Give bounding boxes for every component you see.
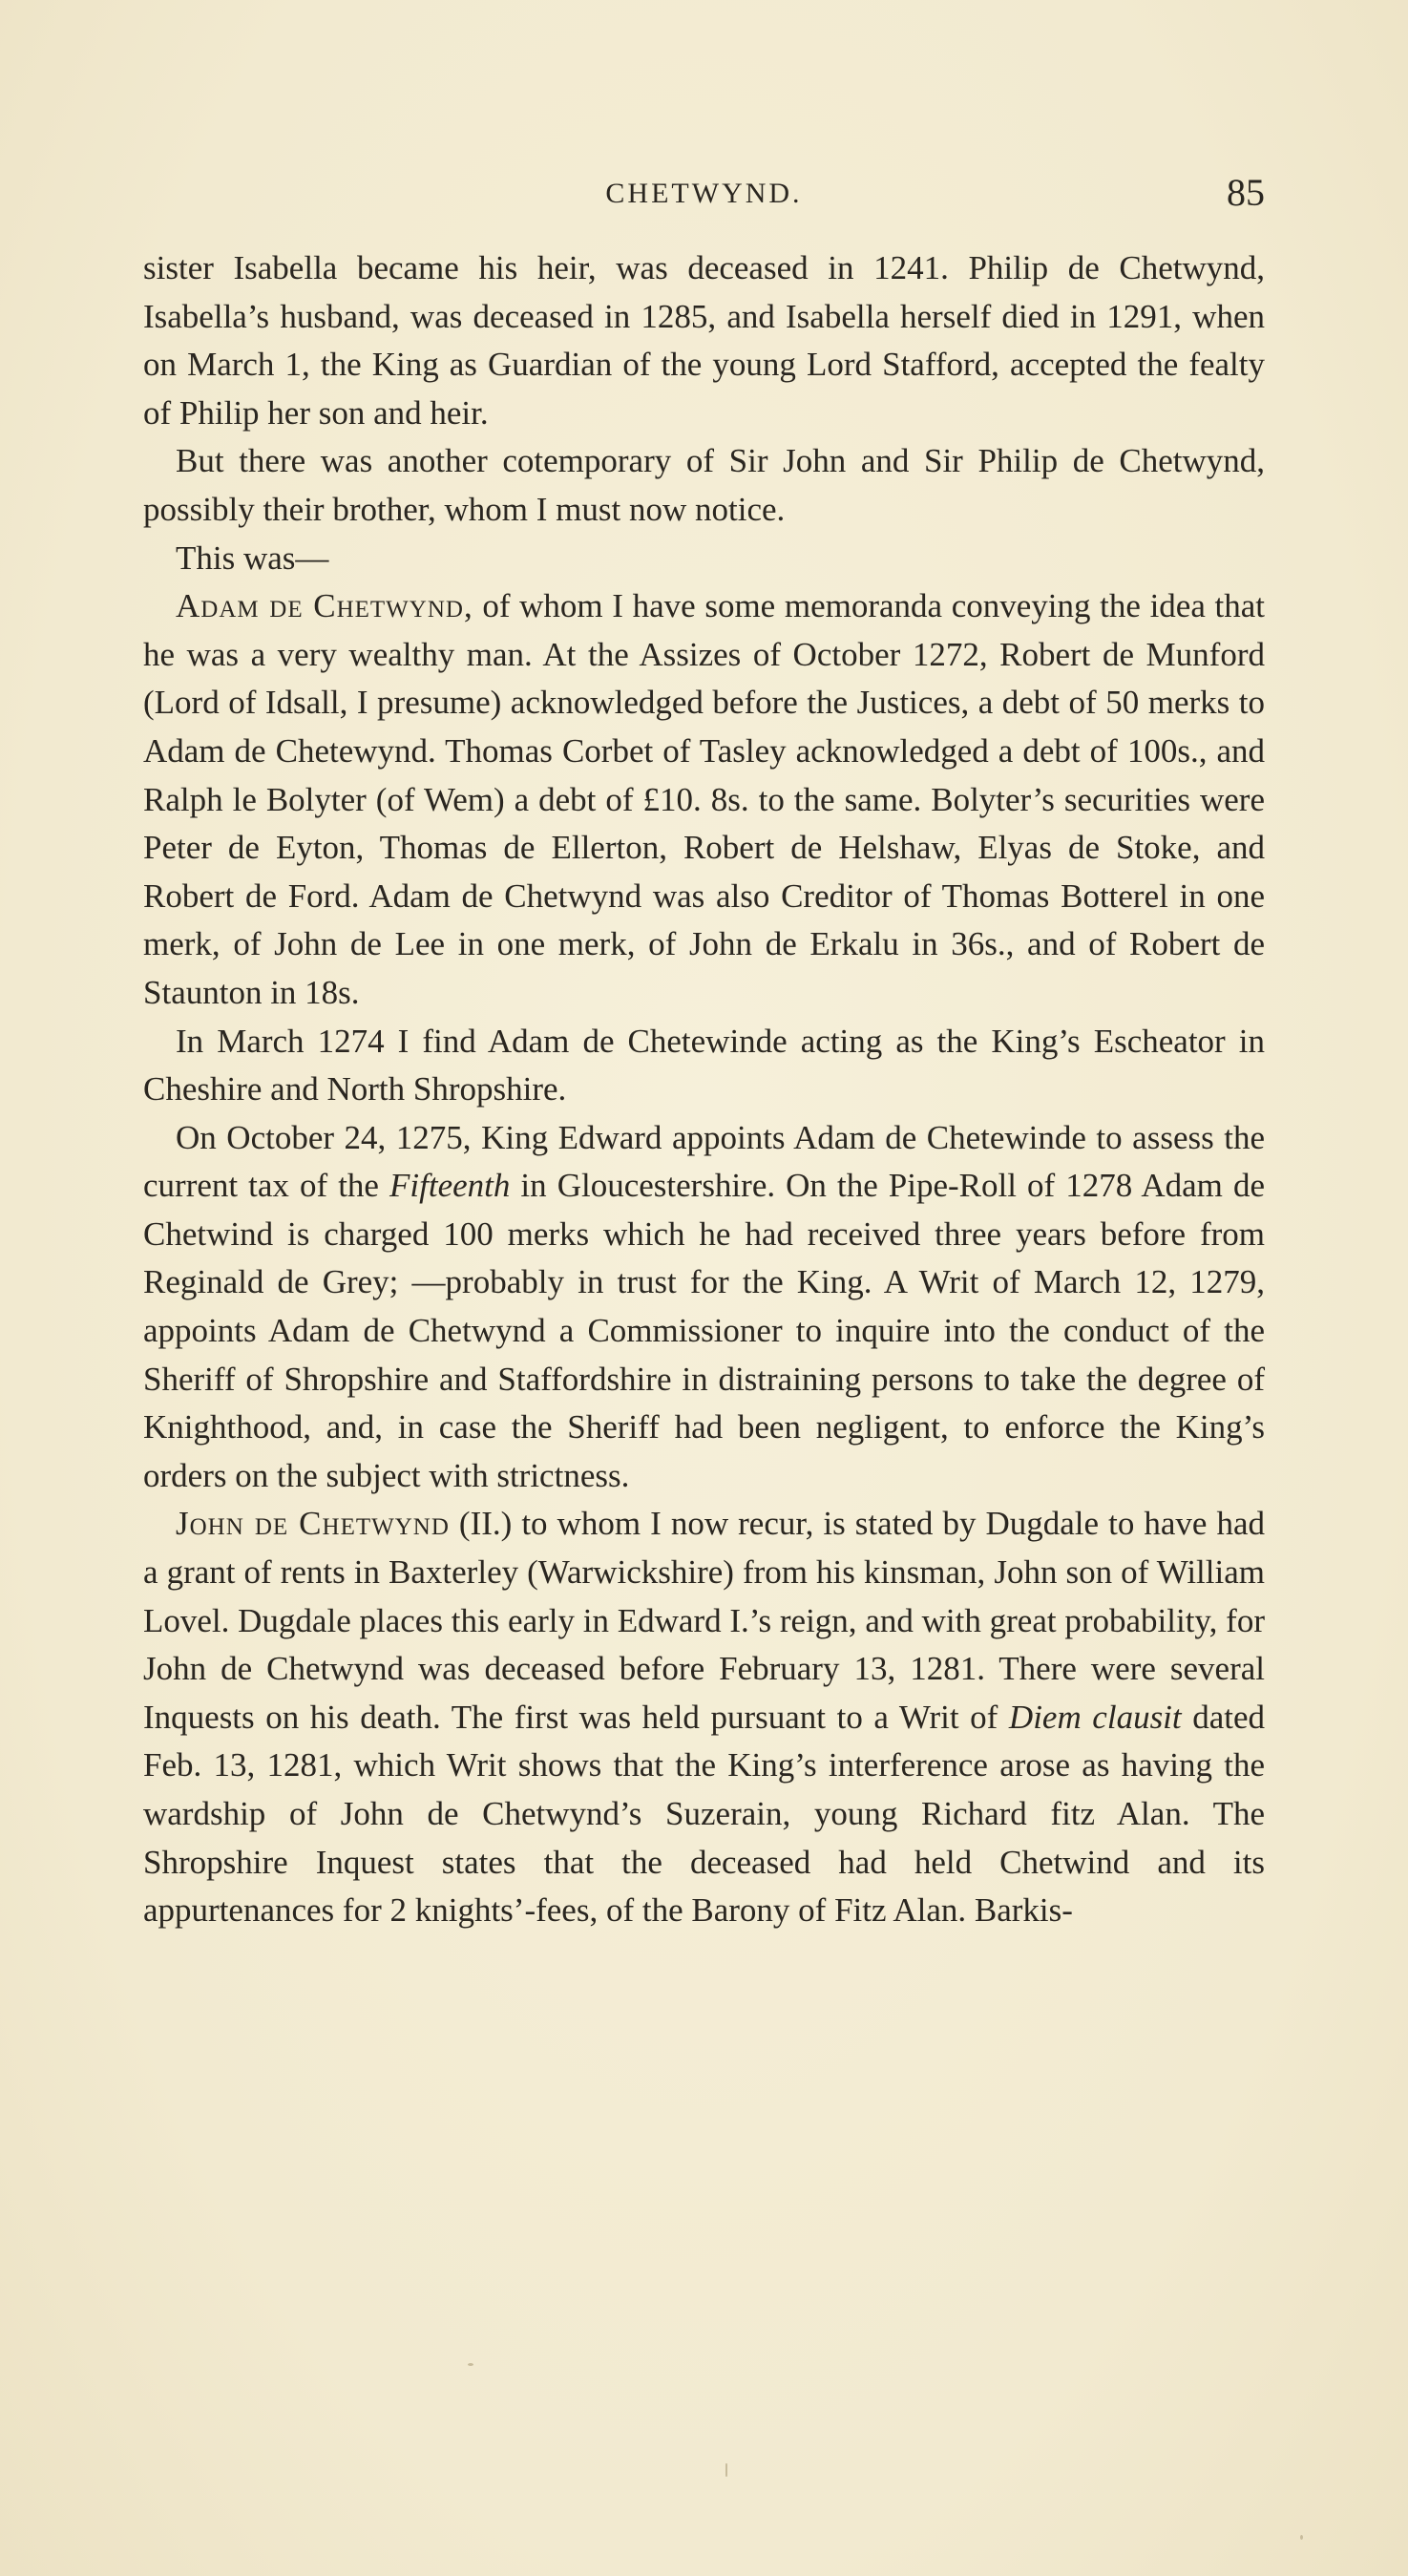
john-de-chetwynd-heading: John de Chetwynd: [176, 1505, 450, 1543]
paragraph-4-text: of whom I have some memoranda conveying the idea that he was a very wealthy man. At the Assizes of October 1272, Robert de Munford (Lord of Idsall, I presume) acknowledged before the Justices, a debt of 50 merks to Adam de Chetewynd. Thomas Corbet of Tasley acknowledged a debt of 100s., and Ralph le Bolyter (of Wem) a debt of £10. 8s. to the same. Bolyter’s securities were Peter de Eyton, Thomas de Ellerton, Robert de Helshaw, Elyas de Stoke, and Robert de Ford. Adam de Chetwynd was also Creditor of Thomas Botterel in one merk, of John de Lee in one merk, of John de Erkalu in 36s., and of Robert de Staunton in 18s.: [143, 587, 1266, 1011]
paragraph-3: This was—: [176, 538, 329, 577]
paragraph-7-text-b: dated Feb. 13, 1281, which Writ shows that the King’s interference arose as having the wardship of John de Chetwynd’s Suzerain, young Richard fitz Alan. The Shropshire Inquest states that the deceased had held Chetwind and its appurtenances for 2 knights’-fees, of the Barony of Fitz Alan. Barkis-: [143, 1698, 1266, 1930]
running-head: CHETWYND.: [605, 178, 803, 209]
paragraph-6: [143, 1114, 1265, 1501]
body-text: [143, 244, 1265, 1935]
paragraph-1: sister Isabella became his heir, was deceased in 1241. Philip de Chetwynd, Isabella’s husband, was deceased in 1285, and Isabella herself died in 1291, when on March 1, the King as Guardian of the young Lord Stafford, accepted the fealty of Philip her son and heir.: [143, 249, 1265, 432]
paragraph-6-text-b: in Gloucestershire. On the Pipe-Roll of 1278 Adam de Chetwind is charged 100 merks which he had received three years before from Reginald de Grey; —probably in trust for the King. A Writ of March 12, 1279, appoints Adam de Chetwynd a Commissioner to inquire into the conduct of the Sheriff of Shropshire and Staffordshire in distraining persons to take the degree of Knighthood, and, in case the Sheriff had been negligent, to enforce the King’s orders on the subject with strictness.: [143, 1167, 1265, 1494]
paper-speck: [1300, 2535, 1303, 2540]
paper-speck: [725, 2463, 727, 2477]
adam-de-chetwynd-heading: Adam de Chetwynd,: [176, 587, 473, 625]
page-header: [143, 170, 1265, 218]
paper-speck: [468, 2363, 473, 2366]
paragraph-4: [143, 582, 1265, 1017]
paragraph-6-text-a: On October 24, 1275, King Edward appoints Adam de Chetewinde to assess the current tax of the: [143, 1118, 1265, 1205]
fifteenth-italic: Fifteenth: [389, 1167, 511, 1205]
page-number: 85: [1227, 171, 1265, 214]
paragraph-5: In March 1274 I find Adam de Chetewinde acting as the King’s Escheator in Cheshire and North Shropshire.: [143, 1022, 1265, 1109]
paragraph-2: But there was another cotemporary of Sir John and Sir Philip de Chetwynd, possibly their brother, whom I must now notice.: [143, 442, 1265, 528]
diem-clausit-italic: Diem clausit: [1008, 1698, 1182, 1736]
paragraph-7-text-a: (II.) to whom I now recur, is stated by Dugdale to have had a grant of rents in Baxterley (Warwickshire) from his kinsman, John son of William Lovel. Dugdale places this early in Edward I.’s reign, and with great probability, for John de Chetwynd was deceased before February 13, 1281. There were several Inquests on his death. The first was held pursuant to a Writ of: [143, 1505, 1265, 1736]
paragraph-7: [143, 1500, 1265, 1934]
